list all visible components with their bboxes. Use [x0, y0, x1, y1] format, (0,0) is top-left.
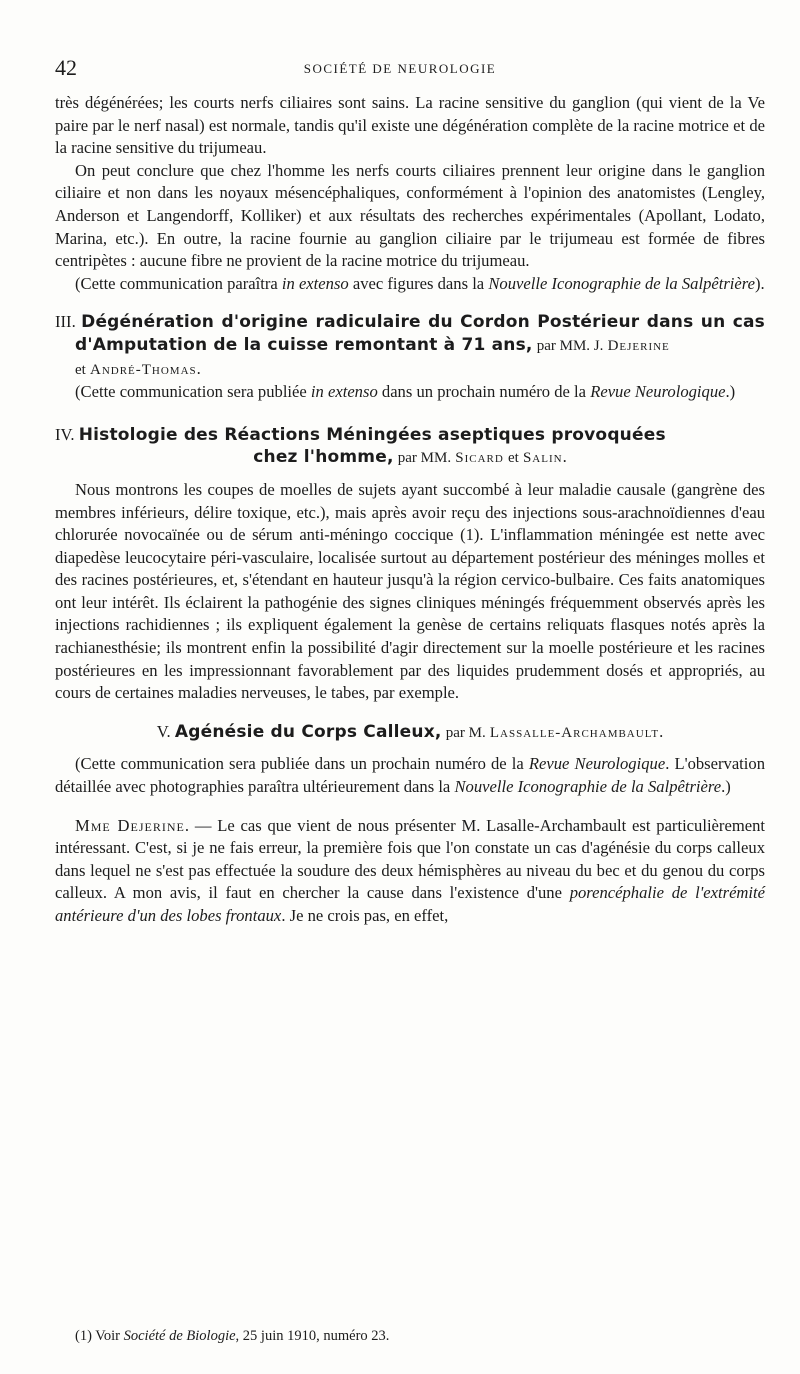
paragraph-3: (Cette communication paraîtra in extenso avec figures dans la Nouvelle Iconographie de la Salpêtrière).	[75, 273, 765, 293]
section-title: chez l'homme,	[253, 447, 394, 468]
section-5-note: (Cette communication sera publiée dans un prochain numéro de la Revue Neurologique. L'observation détaillée avec photographies paraîtra ultérieurement dans la Nouvelle Iconographie de la Salpêtrière.)	[55, 754, 765, 797]
discussion-paragraph: Mme Dejerine. — Le cas que vient de nous présenter M. Lasalle-Archambault est particulièrement intéressant. C'est, si je ne fais erreur, la première fois que l'on constate un cas d'agénésie du corps calleux dans lequel ne s'est pas effectuée la soudure des deux hémisphères au niveau du bec et du genou du corps calleux. A mon avis, il faut en chercher la cause dans l'existence d'une porencéphalie de l'extrémité antérieure d'un des lobes frontaux. Je ne crois pas, en effet,	[55, 815, 766, 925]
section-4-heading	[55, 424, 765, 447]
journal-title: SOCIÉTÉ DE NEUROLOGIE	[303, 61, 497, 76]
section-number: IV.	[55, 424, 75, 444]
footnote: (1) Voir Société de Biologie, 25 juin 1910, numéro 23.	[75, 1328, 390, 1344]
page-number: 42	[55, 55, 77, 80]
paragraph-2: On peut conclure que chez l'homme les nerfs courts ciliaires prennent leur origine dans le ganglion ciliaire et non dans les noyaux mésencéphaliques, conformément à l'opinion des anatomistes (Lengley, Anderson et Langendorff, Kolliker) et aux résultats des recherches expérimentales (Apollant, Lodato, Marina, etc.). En outre, la racine fournie au ganglion ciliaire par le trijumeau est formée de fibres centripètes : aucune fibre ne provient de la racine motrice du trijumeau.	[55, 160, 765, 271]
author-name: Dejerine	[607, 337, 670, 354]
section-3-note: (Cette communication sera publiée in extenso dans un prochain numéro de la Revue Neurologique.)	[75, 382, 736, 402]
section-number: V.	[156, 721, 171, 741]
author-name: Lassalle-Archambault	[489, 724, 660, 741]
section-5-heading: V. Agénésie du Corps Calleux, par M. Lassalle-Archambault.	[156, 721, 664, 742]
paragraph-1: très dégénérées; les courts nerfs ciliaires sont sains. La racine sensitive du ganglion (qui vient de la Ve paire par le nerf nasal) est normale, tandis qu'il existe une dégénération complète de la racine motrice et de la racine sensitive du trijumeau.	[55, 93, 765, 158]
author-name: André-Thomas	[89, 361, 197, 378]
section-title: Histologie des Réactions Méningées aseptiques provoquées	[78, 424, 666, 445]
page-body	[55, 92, 765, 928]
section-number: III.	[55, 312, 76, 332]
running-head	[55, 55, 745, 81]
section-title: Agénésie du Corps Calleux,	[174, 721, 442, 742]
section-4-text: Nous montrons les coupes de moelles de sujets ayant succombé à leur maladie causale (gangrène des membres inférieurs, délire toxique, etc.), mais après avoir reçu des injections sous-arachnoïdiennes d'eau chlorurée novocaïnée ou de sérum anti-méningo coccique (1). L'inflammation méningée est nette avec diapedèse leucocytaire péri-vasculaire, localisée surtout au département postérieur des méninges molles et des racines postérieures, et, s'étendant en hauteur jusqu'à la région cervico-bulbaire. Ces faits anatomiques ont leur intérêt. Ils éclairent la pathogénie des signes cliniques méningés fréquemment observés après les injections rachidiennes ; ils expliquent également la genèse de certains reliquats flasques notés après la rachianesthésie; ils montrent enfin la possibilité d'agir directement sur la moelle postérieure et les racines postérieures en les impressionnant favorablement par des liquides prudemment dosés et appropriés, au cours de certaines maladies nerveuses, le tabes, par exemple.	[55, 479, 765, 703]
speaker-name: Mme Dejerine	[75, 815, 185, 835]
section-title: Dégénération d'origine radiculaire du Cordon Postérieur dans un cas d'Amputation de la cuisse remontant à 71 ans,	[75, 312, 765, 355]
author-name: Sicard	[455, 450, 504, 467]
author-name: Salin	[522, 450, 563, 467]
section-4-heading-line2: chez l'homme, par MM. Sicard et Salin.	[253, 447, 567, 468]
section-3-heading: III. Dégénération d'origine radiculaire du Cordon Postérieur dans un cas d'Amputation de la cuisse remontant à 71 ans, par MM. J. Dejerine et André-Thomas.	[55, 312, 765, 378]
